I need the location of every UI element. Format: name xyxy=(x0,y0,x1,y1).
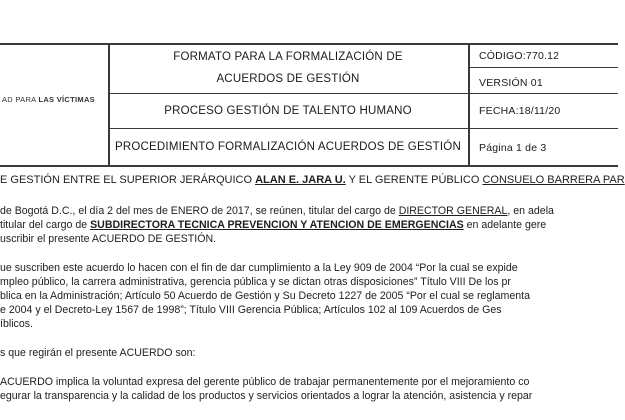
agreement-line-pre: E GESTIÓN ENTRE EL SUPERIOR JERÁRQUICO xyxy=(0,174,256,186)
header-row-line-1 xyxy=(109,93,468,94)
agreement-line-mid: Y EL GERENTE PÚBLICO xyxy=(345,174,483,186)
code-label: CÓDIGO: xyxy=(479,50,526,62)
header-border-top xyxy=(0,43,618,45)
meta-row-line-3 xyxy=(469,128,618,129)
header-row-line-2 xyxy=(109,128,468,129)
p2-line5: íblicos. xyxy=(0,318,33,330)
header-date xyxy=(479,105,560,117)
meta-row-line-1 xyxy=(469,67,618,68)
superior-name: ALAN E. JARA U. xyxy=(255,174,346,186)
p1-line2-tail: en adelante gere xyxy=(463,219,547,231)
superior-role: DIRECTOR GENERAL xyxy=(398,205,508,217)
header-procedure: PROCEDIMIENTO FORMALIZACIÓN ACUERDOS DE GESTIÓN xyxy=(115,141,461,153)
header-title-line1: FORMATO PARA LA FORMALIZACIÓN DE xyxy=(173,51,403,63)
manager-name: CONSUELO BARRERA PAR xyxy=(482,174,625,186)
agreement-line xyxy=(0,173,625,188)
header-process: PROCESO GESTIÓN DE TALENTO HUMANO xyxy=(164,105,412,117)
p2-line3: blica en la Administración; Artículo 50 Acuerdo de Gestión y Su Decreto 1227 de 2005 “Por el cual se reglamenta xyxy=(0,290,530,302)
header-page: Página 1 de 3 xyxy=(479,142,547,154)
p2-line4: e 2004 y el Decreto-Ley 1567 de 1998”; Título VIII Gerencia Pública; Artículos 102 al 109 Acuerdos de Ges xyxy=(0,304,502,316)
header-code xyxy=(479,50,559,62)
header-table xyxy=(0,43,618,167)
date-label: FECHA: xyxy=(479,105,519,117)
p3-line: s que regirán el presente ACUERDO son: xyxy=(0,347,196,359)
code-value: 770.12 xyxy=(525,50,560,62)
p2-line1: ue suscriben este acuerdo lo hacen con el fin de dar cumplimiento a la Ley 909 de 2004 “Por la cual se expide xyxy=(0,262,518,274)
header-version: VERSIÓN 01 xyxy=(479,77,543,89)
header-divider-meta xyxy=(468,43,470,167)
manager-role: SUBDIRECTORA TECNICA PREVENCION Y ATENCION DE EMERGENCIAS xyxy=(90,219,464,231)
p1-line1-tail: , en adela xyxy=(507,205,554,217)
p1-line1-text: de Bogotá D.C., el día 2 del mes de ENERO de 2017, se reúnen, titular del cargo de xyxy=(0,205,399,217)
p2-line2: mpleo público, la carrera administrativa, gerencia pública y se dictan otras disposiciones” Título VIII De los pr xyxy=(0,276,511,288)
p1-line1 xyxy=(0,204,554,219)
p1-line2 xyxy=(0,218,546,233)
header-title-line2: ACUERDOS DE GESTIÓN xyxy=(216,73,360,85)
p1-line3: uscribir el presente ACUERDO DE GESTIÓN. xyxy=(0,233,217,245)
meta-row-line-2 xyxy=(469,93,618,94)
header-border-bottom xyxy=(0,165,618,167)
logo-text-bold: LAS VÍCTIMAS xyxy=(38,95,95,104)
p4-line1: ACUERDO implica la voluntad expresa del gerente público de trabajar permanentemente por el mejoramiento co xyxy=(0,376,530,388)
p1-line2-text: titular del cargo de xyxy=(0,219,91,231)
logo-text-light: AD PARA xyxy=(2,95,39,104)
p4-line2: egurar la transparencia y la calidad de los productos y servicios orientados a lograr la atención, asistencia y repar xyxy=(0,390,533,402)
date-value: 18/11/20 xyxy=(518,105,561,117)
